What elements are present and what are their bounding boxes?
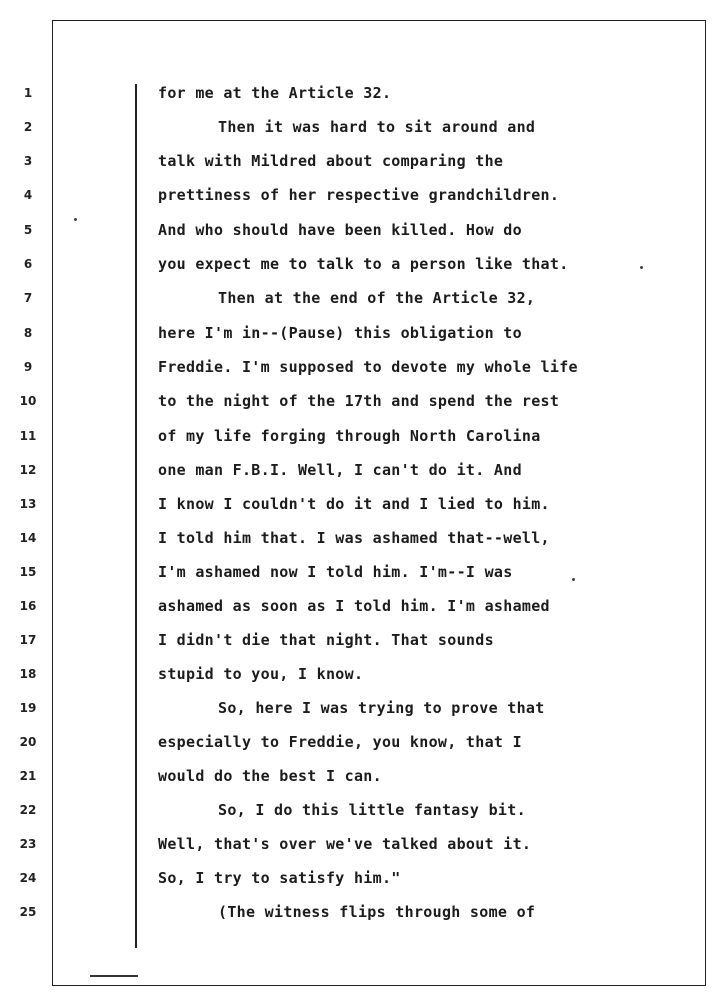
line-number: 9 <box>23 360 33 374</box>
line-number: 17 <box>19 633 37 647</box>
transcript-line: So, here I was trying to prove that <box>218 699 545 717</box>
line-number: 22 <box>19 803 37 817</box>
line-number: 18 <box>19 667 37 681</box>
line-number: 13 <box>19 497 37 511</box>
transcript-line: Then at the end of the Article 32, <box>218 289 536 307</box>
scan-speck <box>74 218 77 221</box>
line-number: 6 <box>23 257 33 271</box>
line-number: 21 <box>19 769 37 783</box>
transcript-line: one man F.B.I. Well, I can't do it. And <box>158 461 522 479</box>
transcript-line: would do the best I can. <box>158 767 382 785</box>
transcript-line: I didn't die that night. That sounds <box>158 631 494 649</box>
transcript-line: (The witness flips through some of <box>218 903 536 921</box>
line-number: 1 <box>23 86 33 100</box>
transcript-line: prettiness of her respective grandchildren. <box>158 186 560 204</box>
line-number: 10 <box>19 394 37 408</box>
line-number: 14 <box>19 531 37 545</box>
footer-rule <box>90 975 138 977</box>
line-number: 5 <box>23 223 33 237</box>
line-number: 20 <box>19 735 37 749</box>
line-number: 4 <box>23 188 33 202</box>
transcript-line: I know I couldn't do it and I lied to him. <box>158 495 550 513</box>
scan-speck <box>640 266 643 269</box>
transcript-line: to the night of the 17th and spend the rest <box>158 392 560 410</box>
transcript-line: I'm ashamed now I told him. I'm--I was <box>158 563 513 581</box>
transcript-line: especially to Freddie, you know, that I <box>158 733 522 751</box>
transcript-line: stupid to you, I know. <box>158 665 364 683</box>
line-number: 24 <box>19 871 37 885</box>
transcript-line: I told him that. I was ashamed that--well, <box>158 529 550 547</box>
line-number: 15 <box>19 565 37 579</box>
line-number: 11 <box>19 429 37 443</box>
line-number: 2 <box>23 120 33 134</box>
margin-rule <box>135 84 137 948</box>
transcript-line: for me at the Article 32. <box>158 84 392 102</box>
transcript-line: talk with Mildred about comparing the <box>158 152 504 170</box>
line-number: 19 <box>19 701 37 715</box>
transcript-line: here I'm in--(Pause) this obligation to <box>158 324 522 342</box>
transcript-line: Then it was hard to sit around and <box>218 118 536 136</box>
transcript-line: So, I try to satisfy him." <box>158 869 401 887</box>
transcript-line: ashamed as soon as I told him. I'm ashamed <box>158 597 550 615</box>
transcript-line: Freddie. I'm supposed to devote my whole life <box>158 358 578 376</box>
line-number: 16 <box>19 599 37 613</box>
transcript-line: you expect me to talk to a person like that. <box>158 255 569 273</box>
line-number: 12 <box>19 463 37 477</box>
transcript-line: of my life forging through North Carolina <box>158 427 541 445</box>
line-number: 3 <box>23 154 33 168</box>
transcript-line: And who should have been killed. How do <box>158 221 522 239</box>
line-number: 7 <box>23 291 33 305</box>
transcript-line: So, I do this little fantasy bit. <box>218 801 526 819</box>
line-number: 25 <box>19 905 37 919</box>
transcript-line: Well, that's over we've talked about it. <box>158 835 532 853</box>
scan-speck <box>572 578 575 581</box>
line-number: 8 <box>23 326 33 340</box>
line-number: 23 <box>19 837 37 851</box>
